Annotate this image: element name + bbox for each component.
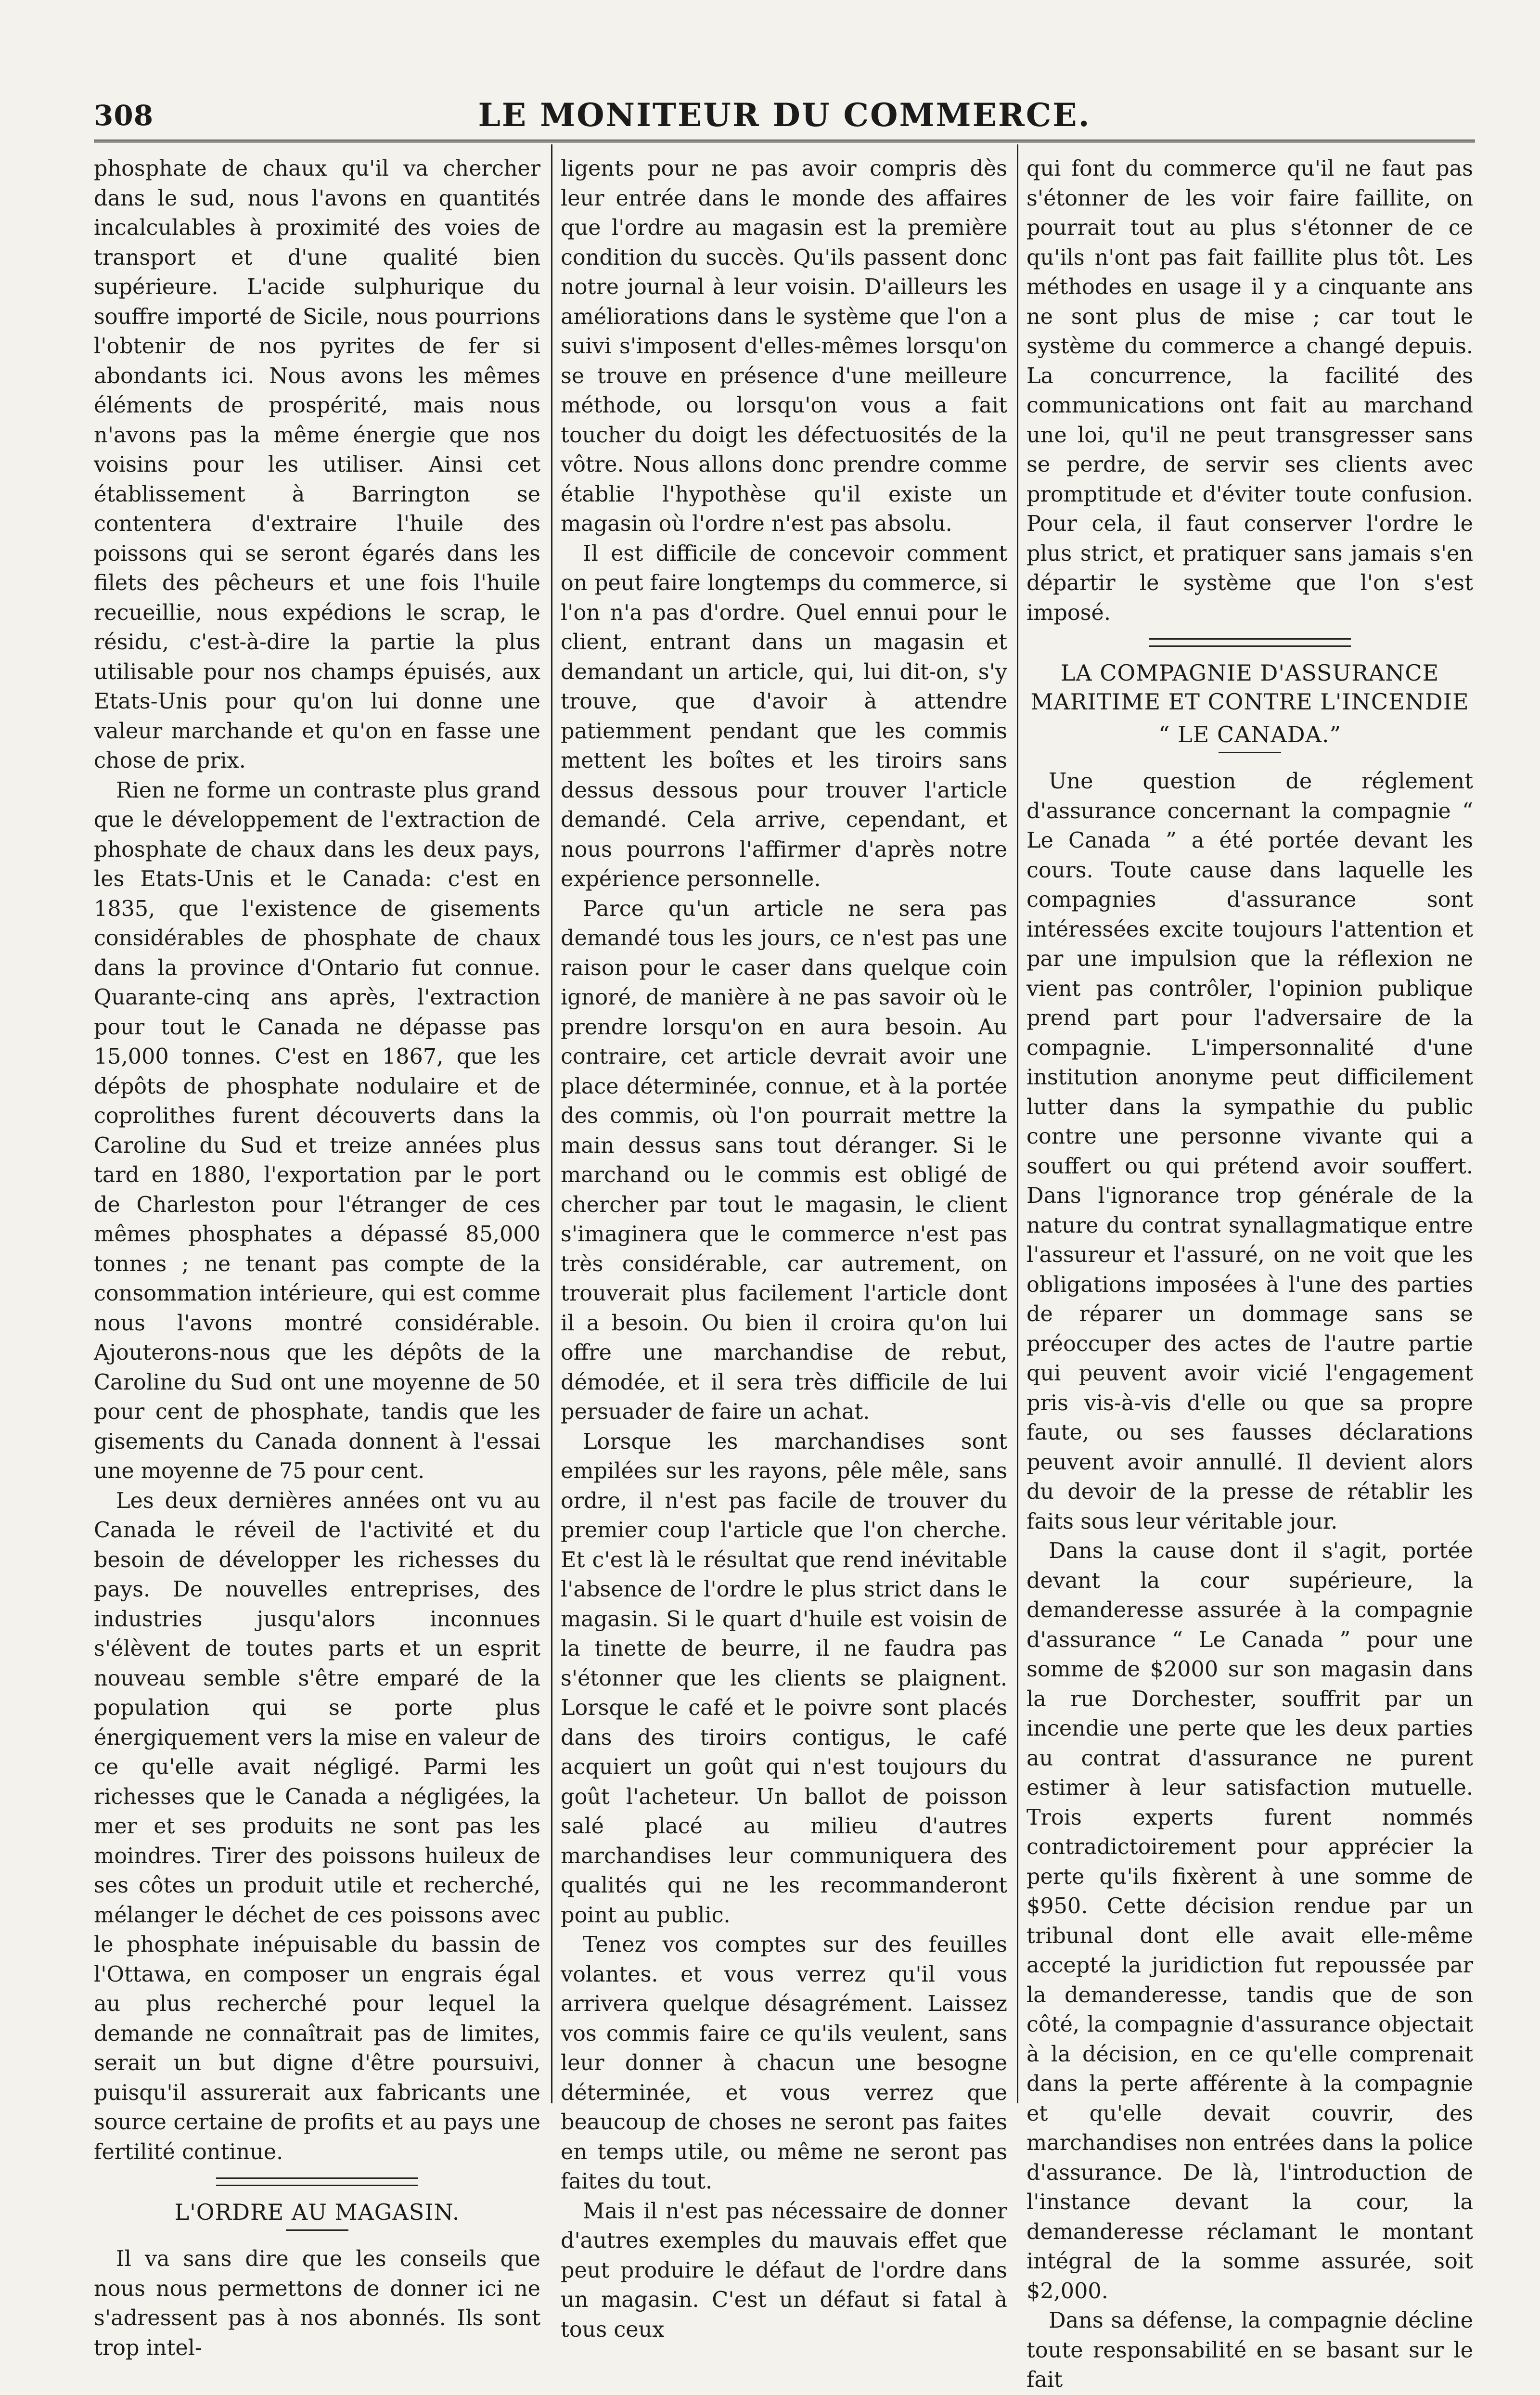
- title-underline: [286, 2229, 348, 2231]
- section-rule: [1149, 638, 1351, 647]
- paragraph: phosphate de chaux qu'il va chercher dans le sud, nous l'avons en quantités incalculables à proximité des voies de transport et d'une qualité bien supérieure. L'acide sulphurique du souffre importé de Sicile, nous pourrions l'obtenir de nos pyrites de fer si abondants ici. Nous avons les mêmes éléments de prospérité, mais nous n'avons pas la même énergie que nos voisins pour les utiliser. Ainsi cet établissement à Barrington se contentera d'extraire l'huile des poissons qui se seront égarés dans les filets des pêcheurs et une fois l'huile recueillie, nous expédions le scrap, le résidu, c'est-à-dire la partie la plus utilisable pour nos champs épuisés, aux Etats-Unis pour qu'on lui donne une valeur marchande et qu'on en fasse une chose de prix.: [94, 156, 540, 773]
- paragraph: Parce qu'un article ne sera pas demandé tous les jours, ce n'est pas une raison pour le caser dans quelque coin ignoré, de manière à ne pas savoir où le prendre lorsqu'on en aura besoin. Au contraire, cet article devrait avoir une place déterminée, connue, et à la portée des commis, où l'on pourrait mettre la main dessus sans tout déranger. Si le marchand ou le commis est obligé de chercher par tout le magasin, le client s'imaginera que le commerce n'est pas très considérable, car autrement, on trouverait plus facilement l'article dont il a besoin. Ou bien il croira qu'on lui offre une marchandise de rebut, démodée, et il sera très difficile de lui persuader de faire un achat.: [561, 896, 1007, 1424]
- column-divider-1: [551, 144, 552, 2103]
- column-2: [561, 154, 1007, 2342]
- section-title: L'ORDRE AU MAGASIN.: [174, 2199, 460, 2225]
- paragraph: ligents pour ne pas avoir compris dès leur entrée dans le monde des affaires que l'ordre au magasin est la première condition du succès. Qu'ils passent donc notre journal à leur voisin. D'ailleurs les améliorations dans le système que l'on a suivi s'imposent d'elles-mêmes lorsqu'on se trouve en présence d'une meilleure méthode, ou lorsqu'on vous a fait toucher du doigt les défectuosités de la vôtre. Nous allons donc prendre comme établie l'hypothèse qu'il existe un magasin où l'ordre n'est pas absolu.: [561, 156, 1007, 536]
- paragraph: Rien ne forme un contraste plus grand que le développement de l'extraction de phosphate de chaux dans les deux pays, les Etats-Unis et le Canada: c'est en 1835, que l'existence de gisements considérables de phosphate de chaux dans la province d'Ontario fut connue. Quarante-cinq ans après, l'extraction pour tout le Canada ne dépasse pas 15,000 tonnes. C'est en 1867, que les dépôts de phosphate nodulaire et de coprolithes furent découverts dans la Caroline du Sud et treize années plus tard en 1880, l'exportation par le port de Charleston pour l'étranger de ces mêmes phosphates a dépassé 85,000 tonnes ; ne tenant pas compte de la consommation intérieure, qui est comme nous l'avons montré considérable. Ajouterons-nous que les dépôts de la Caroline du Sud ont une moyenne de 50 pour cent de phosphate, tandis que les gisements du Canada donnent à l'essai une moyenne de 75 pour cent.: [94, 778, 540, 1483]
- paragraph: Mais il n'est pas nécessaire de donner d'autres exemples du mauvais effet que peut produire le défaut de l'ordre dans un magasin. C'est un défaut si fatal à tous ceux: [561, 2199, 1007, 2342]
- section-title-line-2: “ LE CANADA.”: [1158, 721, 1341, 747]
- paragraph: Il est difficile de concevoir comment on peut faire longtemps du commerce, si l'on n'a pas d'ordre. Quel ennui pour le client, entrant dans un magasin et demandant un article, qui, lui dit-on, s'y trouve, que d'avoir à attendre patiemment pendant que les commis mettent les boîtes et les tiroirs sans dessus dessous pour trouver l'article demandé. Cela arrive, cependant, et nous pourrons l'affirmer d'après notre expérience personnelle.: [561, 541, 1007, 891]
- section-title-line-1: LA COMPAGNIE D'ASSURANCE MARITIME ET CONTRE L'INCENDIE: [1030, 660, 1469, 715]
- paragraph: Lorsque les marchandises sont empilées sur les rayons, pêle mêle, sans ordre, il n'est pas facile de trouver du premier coup l'article que l'on cherche. Et c'est là le résultat que rend inévitable l'absence de l'ordre le plus strict dans le magasin. Si le quart d'huile est voisin de la tinette de beurre, il ne faudra pas s'étonner que les clients se plaignent. Lorsque le café et le poivre sont placés dans des tiroirs contigus, le café acquiert un goût qui n'est toujours du goût l'acheteur. Un ballot de poisson salé placé au milieu d'autres marchandises leur communiquera des qualités qui ne les recommanderont point au public.: [561, 1429, 1007, 1928]
- paragraph: Une question de réglement d'assurance concernant la compagnie “ Le Canada ” a été portée devant les cours. Toute cause dans laquelle les compagnies d'assurance sont intéressées excite toujours l'attention et par une impulsion que la réflexion ne vient pas contrôler, l'opinion publique prend part pour l'adversaire de la compagnie. L'impersonnalité d'une institution anonyme peut difficilement lutter dans la sympathie du public contre une personne vivante qui a souffert ou qui prétend avoir souffert. Dans l'ignorance trop générale de la nature du contrat synallagmatique entre l'assureur et l'assuré, on ne voit que les obligations imposées à l'une des parties de réparer un dommage sans se préoccuper des actes de l'autre partie qui peuvent avoir vicié l'engagement pris vis-à-vis d'elle ou que sa propre faute, ou ses fausses déclarations peuvent avoir annullé. Il devient alors du devoir de la presse de rétablir les faits sous leur véritable jour.: [1027, 769, 1473, 1534]
- column-divider-2: [1017, 144, 1018, 2103]
- column-3: [1027, 154, 1473, 2392]
- header-rule: [94, 140, 1475, 142]
- paragraph: qui font du commerce qu'il ne faut pas s'étonner de les voir faire faillite, on pourrait tout au plus s'étonner de ce qu'ils n'ont pas fait faillite plus tôt. Les méthodes en usage il y a cinquante ans ne sont plus de mise ; car tout le système du commerce a changé depuis. La concurrence, la facilité des communications ont fait au marchand une loi, qu'il ne peut transgresser sans se perdre, de servir ses clients avec promptitude et d'éviter toute confusion. Pour cela, il faut conserver l'ordre le plus strict, et pratiquer sans jamais s'en départir le système que l'on s'est imposé.: [1027, 156, 1473, 625]
- section-rule: [216, 2177, 418, 2186]
- column-1: [94, 154, 540, 2360]
- paragraph: Tenez vos comptes sur des feuilles volantes. et vous verrez qu'il vous arrivera quelque désagrément. Laissez vos commis faire ce qu'ils veulent, sans leur donner à chacun une besogne déterminée, et vous verrez que beaucoup de choses ne seront pas faites en temps utile, ou même ne seront pas faites du tout.: [561, 1932, 1007, 2194]
- paragraph: Dans sa défense, la compagnie décline toute responsabilité en se basant sur le fait: [1027, 2308, 1473, 2392]
- paragraph: Dans la cause dont il s'agit, portée devant la cour supérieure, la demanderesse assurée à la compagnie d'assurance “ Le Canada ” pour une somme de $2000 sur son magasin dans la rue Dorchester, souffrit par un incendie une perte que les deux parties au contrat d'assurance ne purent estimer à leur satisfaction mutuelle. Trois experts furent nommés contradictoirement pour apprécier la perte qu'ils fixèrent à une somme de $950. Cette décision rendue par un tribunal dont elle avait elle-même accepté la juridiction fut repoussée par la demanderesse, tandis que de son côté, la compagnie d'assurance objectait à la décision, en ce qu'elle comprenait dans la perte afférente à la compagnie et qu'elle devait couvrir, des marchandises non entrées dans la police d'assurance. De là, l'introduction de l'instance devant la cour, la demanderesse réclamant le montant intégral de la somme assurée, soit $2,000.: [1027, 1539, 1473, 2304]
- paragraph: Les deux dernières années ont vu au Canada le réveil de l'activité et du besoin de développer les richesses du pays. De nouvelles entreprises, des industries jusqu'alors inconnues s'élèvent de toutes parts et un esprit nouveau semble s'être emparé de la population qui se porte plus énergiquement vers la mise en valeur de ce qu'elle avait négligé. Parmi les richesses que le Canada a négligées, la mer et ses produits ne sont pas les moindres. Tirer des poissons huileux de ses côtes un produit utile et recherché, mélanger le déchet de ces poissons avec le phosphate inépuisable du bassin de l'Ottawa, en composer un engrais égal au plus recherché pour lequel la demande ne connaîtrait pas de limites, serait un but digne d'être poursuivi, puisqu'il assurerait aux fabricants une source certaine de profits et au pays une fertilité continue.: [94, 1488, 540, 2164]
- title-underline: [1219, 752, 1281, 753]
- page-header: [94, 96, 1475, 135]
- masthead-title: LE MONITEUR DU COMMERCE.: [478, 96, 1091, 134]
- page-number: 308: [94, 99, 154, 132]
- paragraph: Il va sans dire que les conseils que nous nous permettons de donner ici ne s'adressent pas à nos abonnés. Ils sont trop intel-: [94, 2247, 540, 2360]
